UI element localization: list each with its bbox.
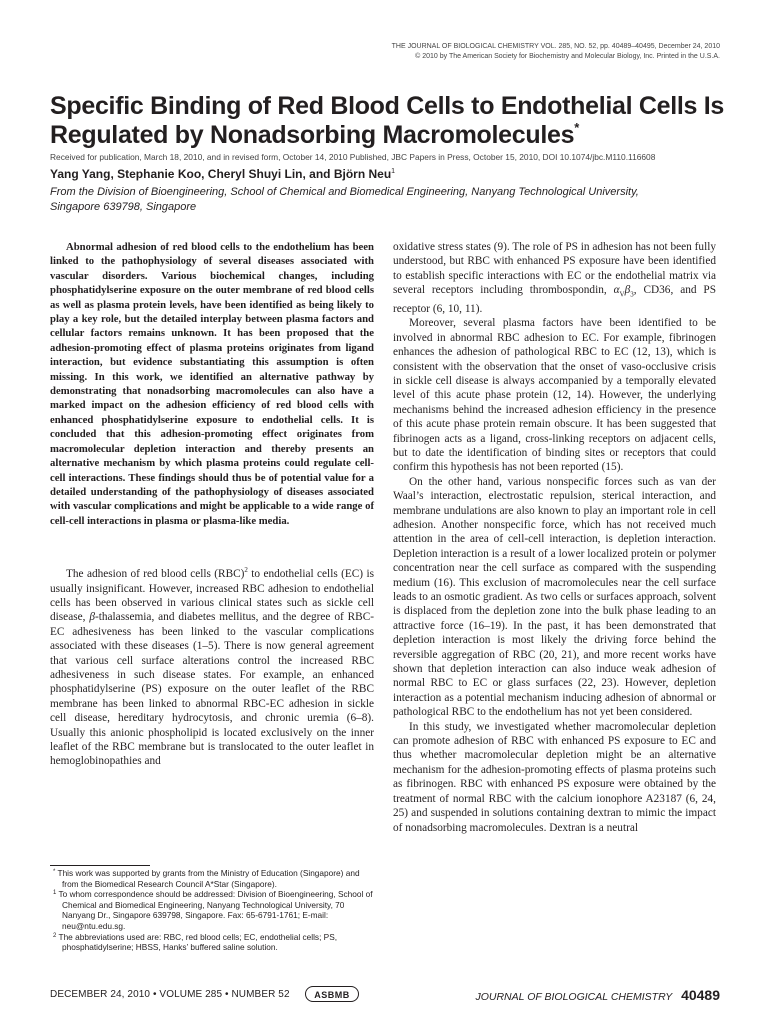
journal-header-copyright: © 2010 by The American Society for Biochemistry and Molecular Biology, Inc. Printed in the U.S.A. xyxy=(415,52,720,60)
footnote-text: This work was supported by grants from the Ministry of Education (Singapore) and from the Biomedical Research Council A*Star (Singapore). xyxy=(57,868,360,889)
left-column xyxy=(50,240,374,769)
author-list xyxy=(50,167,395,182)
asbmb-logo: ASBMB xyxy=(305,986,359,1002)
intro-paragraph-1 xyxy=(50,567,374,769)
issue-info: DECEMBER 24, 2010 • VOLUME 285 • NUMBER 52 xyxy=(50,989,290,1000)
beta-subscript: 3 xyxy=(630,290,634,299)
abstract-spacer xyxy=(50,528,374,567)
journal-header-citation: THE JOURNAL OF BIOLOGICAL CHEMISTRY VOL. 285, NO. 52, pp. 40489–40495, December 24, 2010 xyxy=(391,43,720,50)
footnote-text: The abbreviations used are: RBC, red blood cells; EC, endothelial cells; PS, phosphatidylserine; HBSS, Hanks’ buffered saline solution. xyxy=(58,931,338,953)
footnote-marker: 2 xyxy=(53,932,57,939)
footnote-marker: 1 xyxy=(53,890,57,897)
page-footer xyxy=(50,986,720,1004)
footnotes xyxy=(50,868,378,953)
beta-symbol-2: β xyxy=(624,284,631,297)
intro-p1-text-c: -thalassemia, and diabetes mellitus, and the degree of RBC-EC adhesiveness has been linked to the vascular complications associated with these diseases (1–5). There is now general agreement that various cell surface alterations control the increased RBC adhesiveness in such disease states. For example, an enhanced phosphatidylserine (PS) exposure on the outer leaflet of the RBC membrane has been linked to abnormal RBC-EC adhesion in sickle cell disease, hereditary hydrocytosis, and chronic uremia (6–8). Usually this anionic phospholipid is located exclusively on the inner leaflet of the RBC membrane but is translocated to the outer leaflet in hemoglobinopathies and xyxy=(50,611,374,768)
right-p1-text-b: , CD36, and PS receptor (6, 10, 11). xyxy=(393,284,716,315)
intro-p1-text-b: to endothelial cells (EC) is usually insignificant. However, increased RBC adhesion to endothelial cells has been observed in various clinical states such as sickle cell disease, xyxy=(50,568,374,624)
footer-journal-name: JOURNAL OF BIOLOGICAL CHEMISTRY xyxy=(475,991,673,1003)
footnote-marker: * xyxy=(53,869,56,875)
right-paragraph-2: Moreover, several plasma factors have been identified to be involved in abnormal RBC adhesion to EC. For example, fibrinogen enhances the adhesion of pathological RBC to EC (12, 13), which is consistent with the observation that the onset of vaso-occlusive crisis in sickle cell disease is always accompanied by a temporally elevated level of this acute phase protein (12, 14). However, the underlying mechanisms behind the increased adhesion efficiency in the presence of this acute phase protein remain obscure. It has been suggested that fibrinogen acts as a ligand, cross-linking receptors on adjacent cells, but to date the identification of binding sites or receptors that could confirm this hypothesis has not been reported (15). xyxy=(393,317,716,474)
journal-header xyxy=(392,42,720,61)
right-paragraph-4: In this study, we investigated whether macromolecular depletion can promote adhesion of RBC with enhanced PS exposure to EC and thus whether macromolecular depletion might be an alternative mechanism for the adhesion-promoting effects of plasma proteins such as fibrinogen. RBC with enhanced PS exposure were obtained by the treatment of normal RBC with the calcium ionophore A23187 (6, 24, 25) and suspended in solutions containing dextran to mimic the impact of nonadsorbing macromolecules. Dextran is a neutral xyxy=(393,720,716,834)
right-p1-text-a: oxidative stress states (9). The role of PS in adhesion has not been fully understood, but RBC with enhanced PS exposure have been identified to establish specific interactions with EC or the endothelial matrix via several receptors including thrombospondin, xyxy=(393,241,716,297)
right-paragraph-3: On the other hand, various nonspecific forces such as van der Waal’s interaction, electrostatic repulsion, sterical interaction, and membrane undulations are also known to play an important role in cell adhesion. Another nonspecific force, which has not received much attention in the area of cell-cell interaction, is depletion interaction. Depletion interaction is a result of a lower localized protein or polymer concentration near the cell surface as compared with the suspending medium (16). This exclusion of macromolecules near the cell surface leads to an osmotic gradient. As two cells or surfaces approach, solvent is displaced from the depletion zone into the bulk phase leading to an attractive force (16–19). In the past, it has been demonstrated that depletion interaction is most likely the driving force behind the reversible aggregation of RBC (20, 21), and more recent works have shown that depletion interaction can also induce weak adhesion of normal RBC to EC or glass surfaces (22, 23). However, depletion interaction as a potential mechanism inducing adhesion of abnormal or pathological RBC to the endothelium has not yet been considered. xyxy=(393,475,716,719)
page-number: 40489 xyxy=(681,987,720,1003)
footnote-funding xyxy=(50,868,378,889)
footnote-text: To whom correspondence should be addressed: Division of Bioengineering, School of Chemical and Biomedical Engineering, Nanyang Technological University, 70 Nanyang Dr., Singapore 639798, Singapore. Fax: 65-6791-1761; E-mail: neu@ntu.edu.sg. xyxy=(58,889,373,931)
affiliation-line1: From the Division of Bioengineering, School of Chemical and Biomedical Engineering, Nanyang Technological University, xyxy=(50,186,639,198)
footnote-divider xyxy=(50,865,150,866)
author-footnote-marker: 1 xyxy=(391,168,396,175)
author-affiliation xyxy=(50,185,740,215)
alpha-symbol: α xyxy=(613,284,620,297)
author-names: Yang Yang, Stephanie Koo, Cheryl Shuyi Lin, and Björn Neu xyxy=(50,167,392,181)
right-column xyxy=(393,240,716,835)
article-title xyxy=(50,92,730,150)
beta-symbol: β xyxy=(89,611,95,624)
affiliation-line2: Singapore 639798, Singapore xyxy=(50,201,197,213)
publication-history: Received for publication, March 18, 2010, and in revised form, October 14, 2010 Published, JBC Papers in Press, October 15, 2010, DOI 10.1074/jbc.M110.116608 xyxy=(50,152,656,162)
footer-journal-page xyxy=(475,987,720,1003)
footnote-abbreviations xyxy=(50,932,378,953)
title-footnote-marker: * xyxy=(574,120,579,135)
footnote-correspondence xyxy=(50,889,378,931)
intro-p1-text-a: The adhesion of red blood cells (RBC) xyxy=(66,568,245,581)
abbrev-footnote-marker: 2 xyxy=(244,566,248,575)
article-title-line1: Specific Binding of Red Blood Cells to Endothelial Cells Is xyxy=(50,92,725,120)
right-paragraph-1 xyxy=(393,240,716,316)
abstract: Abnormal adhesion of red blood cells to the endothelium has been linked to the pathophysiology of several diseases associated with vascular disorders. Various biochemical changes, including phosphatidylserine exposure on the outer membrane of red blood cells as well as plasma protein levels, have been identified as being likely to play a key role, but the detailed interplay between plasma factors and cellular factors remains unknown. It has been proposed that the adhesion-promoting effect of plasma proteins originates from ligand interaction, but evidence substantiating this assumption is often missing. In this work, we identified an alternative pathway by demonstrating that nonadsorbing macromolecules can also have a marked impact on the adhesion efficiency of red blood cells with enhanced phosphatidylserine exposure to endothelial cells. It is concluded that this adhesion-promoting effect originates from macromolecular depletion interaction and thereby presents an alternative mechanism by which plasma proteins could regulate cell-cell interactions. These findings should thus be of potential value for a detailed understanding of the pathophysiology of diseases associated with vascular complications and might be applicable to a wide range of cell-cell interactions in plasma or plasma-like media. xyxy=(50,241,374,527)
alpha-subscript: V xyxy=(619,290,625,299)
article-title-line2: Regulated by Nonadsorbing Macromolecules xyxy=(50,121,575,149)
